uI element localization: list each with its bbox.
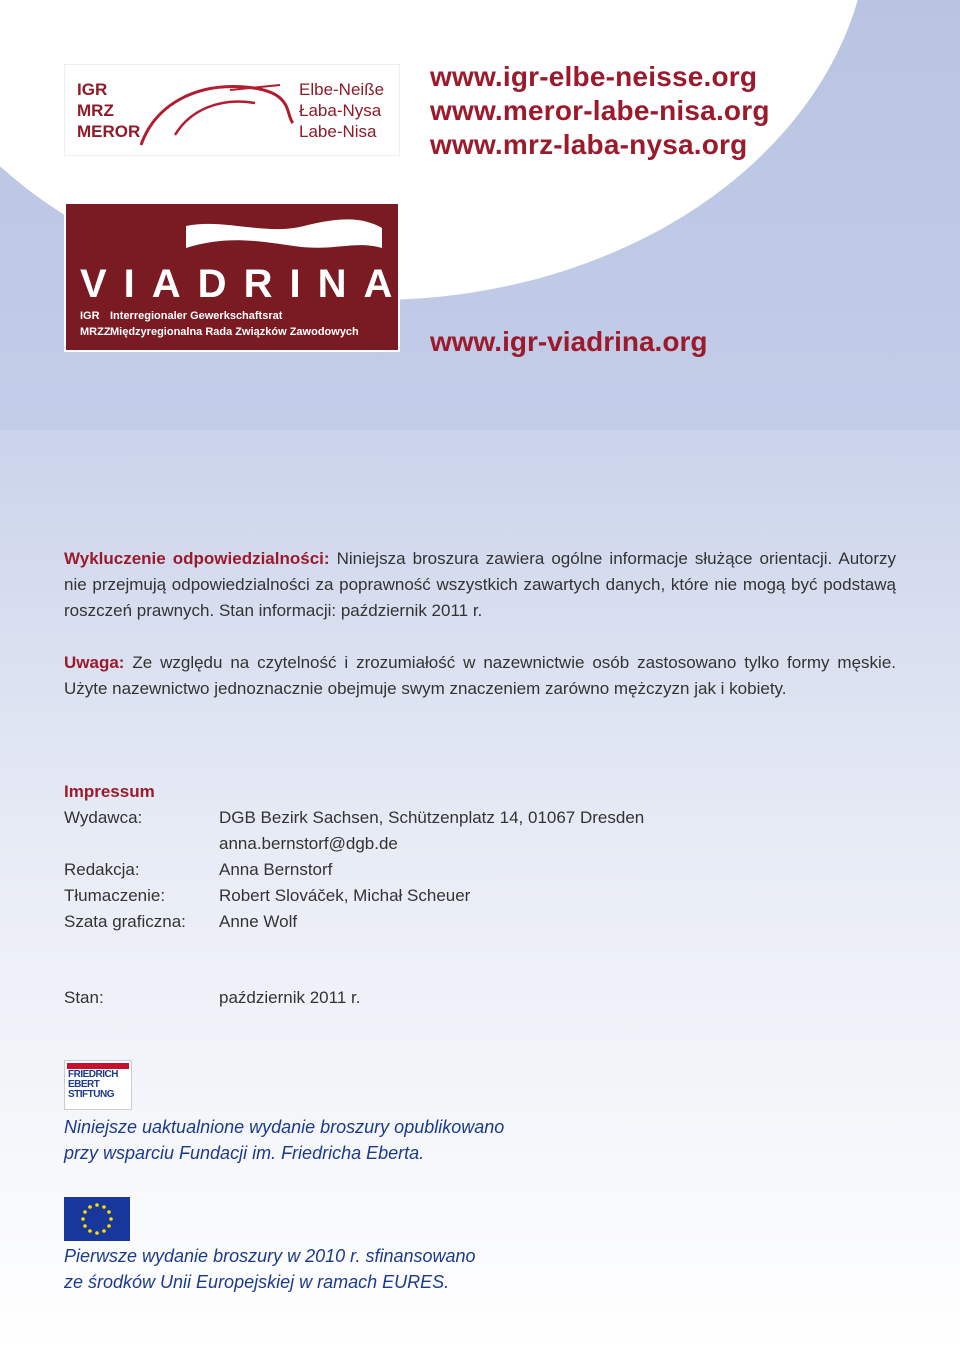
disclaimer-paragraph	[64, 546, 896, 624]
logo-left-text: IGR MRZ MEROR	[77, 80, 141, 141]
email-link[interactable]: anna.bernstorf@dgb.de	[219, 834, 398, 853]
editor-row: Redakcja: Anna Bernstorf	[64, 860, 333, 879]
disclaimer-label: Wykluczenie odpowiedzialności:	[64, 549, 330, 568]
url-viadrina-link[interactable]: www.igr-viadrina.org	[430, 326, 708, 357]
url-link[interactable]: www.igr-elbe-neisse.org	[430, 61, 758, 92]
design-row: Szata graficzna: Anne Wolf	[64, 912, 298, 931]
viadrina-logo	[64, 202, 410, 352]
disclaimer-text: Niniejsza broszura zawiera ogólne informacje służące orientacji. Autorzy nie przejmują odpowiedzialności za poprawność wszystkich zawartych danych, które nie mogą być podstawą roszczeń prawnych. Stan informacji: październik 2011 r.	[64, 549, 896, 620]
impressum-section	[64, 779, 644, 935]
viadrina-subtitle: IGR Interregionaler Gewerkschaftsrat MRZZMiędzyregionalna Rada Związków Zawodowych	[80, 310, 359, 338]
viadrina-name: VIADRINA	[80, 262, 410, 306]
friedrich-ebert-stiftung-logo: FRIEDRICH EBERT STIFTUNG	[64, 1060, 132, 1110]
url-link[interactable]: www.mrz-laba-nysa.org	[430, 129, 748, 160]
note-text: Ze względu na czytelność i zrozumiałość w nazewnictwie osób zastosowano tylko formy męskie. Użyte nazewnictwo jednoznacznie obejmuje swym znaczeniem zarówno mężczyzn jak i kobiety.	[64, 653, 896, 698]
translation-row: Tłumaczenie: Robert Slováček, Michał Scheuer	[64, 886, 471, 905]
igr-elbe-neisse-logo	[64, 64, 400, 156]
eu-flag-icon	[64, 1197, 130, 1241]
logo-right-text: Elbe-Neiße Łaba-Nysa Labe-Nisa	[299, 80, 385, 141]
note-label: Uwaga:	[64, 653, 125, 672]
eu-note: Pierwsze wydanie broszury w 2010 r. sfinansowano ze środków Unii Europejskiej w ramach EURES.	[64, 1246, 476, 1292]
note-paragraph	[64, 650, 896, 702]
publisher-row: Wydawca: DGB Bezirk Sachsen, Schützenplatz 14, 01067 Dresden	[64, 808, 645, 827]
flag-wave-icon	[184, 218, 384, 258]
stan-row: Stan: październik 2011 r.	[64, 988, 361, 1007]
impressum-title: Impressum	[64, 782, 155, 801]
fes-note: Niniejsze uaktualnione wydanie broszury opublikowano przy wsparciu Fundacji im. Friedricha Eberta.	[64, 1117, 505, 1163]
publisher-email-row	[64, 831, 644, 857]
url-link[interactable]: www.meror-labe-nisa.org	[430, 95, 770, 126]
swoosh-icon	[135, 75, 295, 150]
website-links	[430, 60, 770, 162]
